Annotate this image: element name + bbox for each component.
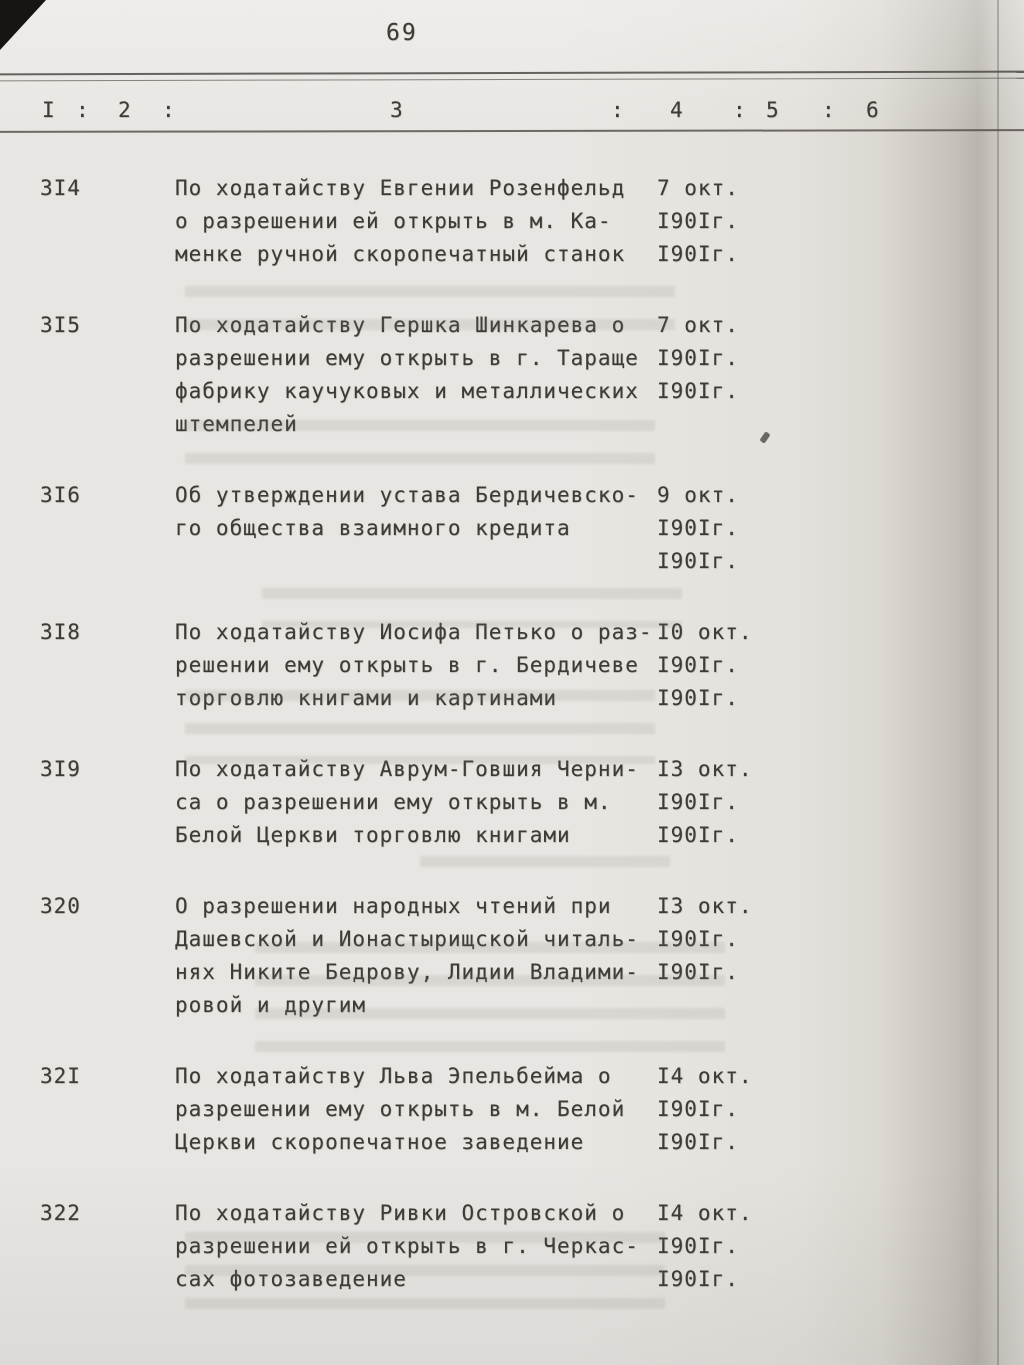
- column-header-6: 6: [866, 98, 880, 122]
- entry-number: 32I: [40, 1064, 81, 1088]
- page-corner-artifact: [0, 0, 46, 50]
- entry-date: I0 окт.: [657, 620, 753, 644]
- entry-text: решении ему открыть в г. Бердичеве: [175, 653, 639, 677]
- register-entry: [0, 753, 1024, 852]
- column-separator: :: [76, 98, 90, 122]
- entry-row: [175, 238, 1024, 271]
- entry-row: [175, 172, 1024, 205]
- column-separator: :: [162, 98, 176, 122]
- entry-row: [175, 375, 1024, 408]
- entry-date: I90Iг.: [657, 242, 739, 266]
- entry-date: I90Iг.: [657, 346, 739, 370]
- entry-date: 9 окт.: [657, 483, 739, 507]
- entry-row: [175, 1060, 1024, 1093]
- entry-row: [175, 545, 1024, 578]
- column-header-2: 2: [118, 98, 132, 122]
- entry-date: I90Iг.: [657, 209, 739, 233]
- entry-date: I90Iг.: [657, 927, 739, 951]
- entry-text: са о разрешении ему открыть в м.: [175, 790, 612, 814]
- column-separator: :: [733, 98, 747, 122]
- page-number: 69: [386, 20, 418, 46]
- entry-text: нях Никите Бедрову, Лидии Владими-: [175, 960, 639, 984]
- bleedthrough-artifact: [420, 856, 670, 882]
- entry-text: штемпелей: [175, 412, 298, 436]
- entry-row: [175, 786, 1024, 819]
- column-header-4: 4: [670, 98, 684, 122]
- entry-text: о разрешении ей открыть в м. Ка-: [175, 209, 612, 233]
- header-underline-rule: [0, 129, 1024, 133]
- entry-date: I90Iг.: [657, 960, 739, 984]
- entry-text: [175, 545, 657, 578]
- column-separator: :: [611, 98, 625, 122]
- entry-number: 322: [40, 1201, 81, 1225]
- entry-text: фабрику каучуковых и металлических: [175, 379, 639, 403]
- entry-text: О разрешении народных чтений при: [175, 894, 612, 918]
- entry-date: 7 окт.: [657, 176, 739, 200]
- entry-text: По ходатайству Льва Эпельбейма о: [175, 1064, 612, 1088]
- entry-date: I90Iг.: [657, 379, 739, 403]
- entry-text: менке ручной скоропечатный станок: [175, 242, 626, 266]
- entry-row: [175, 890, 1024, 923]
- entry-date: I4 окт.: [657, 1201, 753, 1225]
- entry-date: I90Iг.: [657, 686, 739, 710]
- bleedthrough-artifact: [255, 942, 725, 1054]
- entry-row: [175, 819, 1024, 852]
- bleedthrough-artifact: [185, 420, 655, 486]
- entry-body: [175, 479, 1024, 578]
- entry-date: I90Iг.: [657, 653, 739, 677]
- entry-text: По ходатайству Аврум-Говшия Черни-: [175, 757, 639, 781]
- entry-date: I90Iг.: [657, 549, 739, 573]
- entry-date: I90Iг.: [657, 1130, 739, 1154]
- entry-number: 3I5: [40, 313, 81, 337]
- register-entry: [0, 479, 1024, 578]
- entry-text: разрешении ей открыть в г. Черкас-: [175, 1234, 639, 1258]
- entry-text: го общества взаимного кредита: [175, 516, 571, 540]
- entry-date: I90Iг.: [657, 1267, 739, 1291]
- entry-text: сах фотозаведение: [175, 1267, 407, 1291]
- bleedthrough-artifact: [185, 286, 675, 344]
- entry-body: [175, 172, 1024, 271]
- entry-date: I90Iг.: [657, 516, 739, 540]
- top-rule-lower: [0, 78, 1024, 82]
- entry-number: 3I8: [40, 620, 81, 644]
- entry-text: разрешении ему открыть в м. Белой: [175, 1097, 626, 1121]
- entry-text: Церкви скоропечатное заведение: [175, 1130, 585, 1154]
- entry-row: [175, 649, 1024, 682]
- entry-date: I3 окт.: [657, 757, 753, 781]
- entry-text: торговлю книгами и картинами: [175, 686, 558, 710]
- register-entry: [0, 172, 1024, 271]
- entry-row: [175, 342, 1024, 375]
- bleedthrough-artifact: [185, 690, 655, 764]
- entry-row: [175, 512, 1024, 545]
- column-header-5: 5: [766, 98, 780, 122]
- entry-date: I90Iг.: [657, 1234, 739, 1258]
- entry-date: I90Iг.: [657, 790, 739, 814]
- entry-row: [175, 205, 1024, 238]
- entry-text: разрешении ему открыть в г. Тараще: [175, 346, 639, 370]
- entry-text: ровой и другим: [175, 993, 367, 1017]
- entry-number: 3I4: [40, 176, 81, 200]
- entry-row: [175, 1197, 1024, 1230]
- entry-row: [175, 1126, 1024, 1159]
- entry-text: Белой Церкви торговлю книгами: [175, 823, 571, 847]
- bleedthrough-artifact: [185, 1232, 665, 1324]
- entry-date: I3 окт.: [657, 894, 753, 918]
- table-header-row: [0, 98, 1024, 128]
- entry-number: 3I6: [40, 483, 81, 507]
- entry-body: [175, 1060, 1024, 1159]
- bleedthrough-artifact: [262, 588, 682, 628]
- entry-text: По ходатайству Ривки Островской о: [175, 1201, 626, 1225]
- entry-text: Дашевской и Ионастырищской читаль-: [175, 927, 639, 951]
- column-header-1: I: [42, 98, 56, 122]
- entry-date: I90Iг.: [657, 1097, 739, 1121]
- entry-date: I90Iг.: [657, 823, 739, 847]
- entry-text: По ходатайству Гершка Шинкарева о: [175, 313, 626, 337]
- entry-body: [175, 753, 1024, 852]
- entry-text: Об утверждении устава Бердичевско-: [175, 483, 639, 507]
- entry-number: 3I9: [40, 757, 81, 781]
- entry-text: По ходатайству Иосифа Петько о раз-: [175, 620, 653, 644]
- entry-date: I4 окт.: [657, 1064, 753, 1088]
- entry-date: 7 окт.: [657, 313, 739, 337]
- top-rule-upper: [0, 71, 1024, 76]
- entry-text: По ходатайству Евгении Розенфельд: [175, 176, 626, 200]
- column-header-3: 3: [390, 98, 404, 122]
- entry-row: [175, 1093, 1024, 1126]
- column-separator: :: [822, 98, 836, 122]
- entry-number: 320: [40, 894, 81, 918]
- register-entry: [0, 1060, 1024, 1159]
